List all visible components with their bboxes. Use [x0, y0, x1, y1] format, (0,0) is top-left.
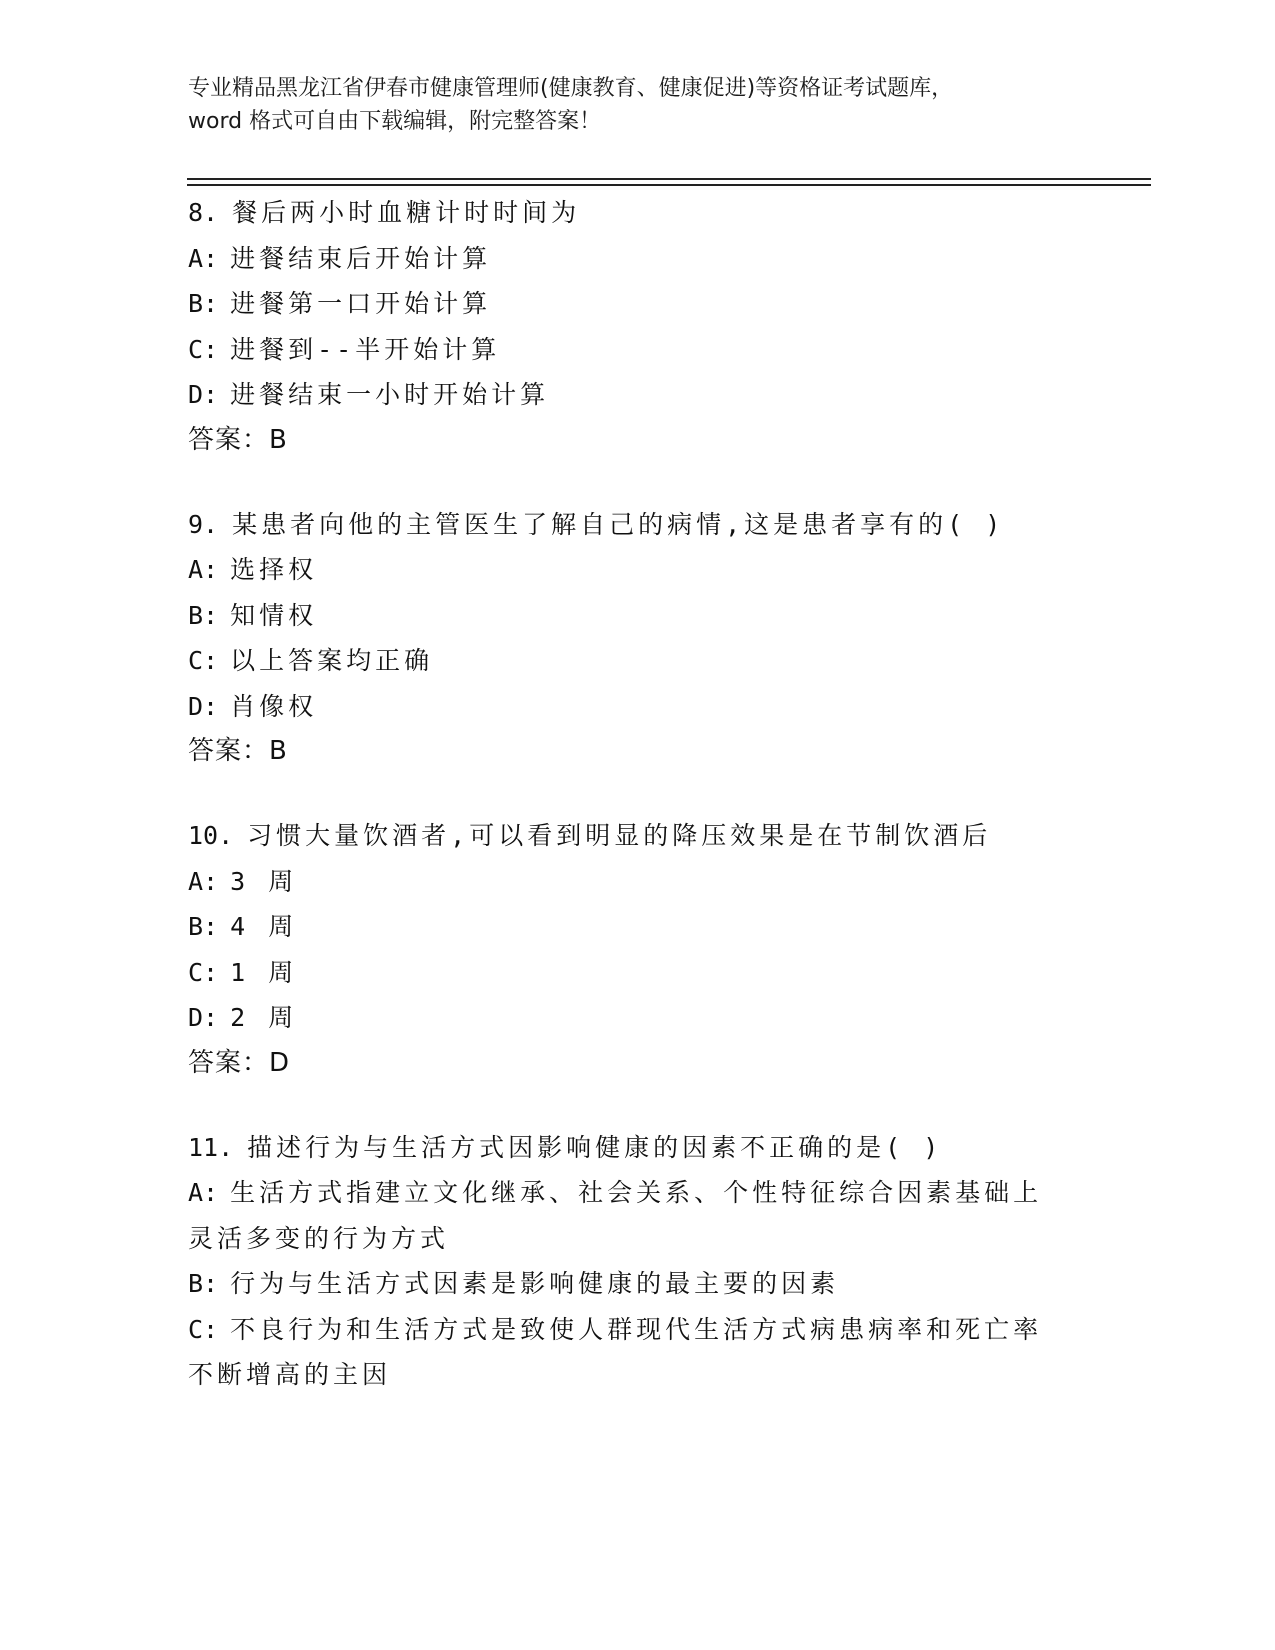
option-d: [188, 684, 1088, 730]
header-line-1: 专业精品黑龙江省伊春市健康管理师(健康教育、健康促进)等资格证考试题库，: [188, 76, 954, 101]
option-b: [188, 1261, 1068, 1307]
question-number: 11.: [188, 1132, 234, 1162]
option-text: 选择权: [230, 555, 318, 584]
option-text: 1 周: [230, 957, 298, 987]
answer-line: [188, 1041, 1088, 1085]
option-key: B:: [188, 1269, 219, 1298]
option-c: [188, 327, 1088, 373]
header-line-2: word 格式可自由下载编辑，附完整答案！: [188, 109, 602, 134]
question-stem: [188, 813, 1088, 859]
option-text: 肖像权: [230, 691, 318, 721]
option-key: A:: [188, 555, 219, 584]
option-text: 进餐第一口开始计算: [230, 289, 492, 318]
option-a: [188, 547, 1088, 593]
question-number: 8.: [188, 198, 219, 227]
option-text: 生活方式指建立文化继承、社会关系、个性特征综合因素基础上灵活多变的行为方式: [188, 1178, 1043, 1253]
option-b: [188, 593, 1088, 639]
option-key: A:: [188, 1178, 219, 1207]
question-text: 某患者向他的主管医生了解自己的病情,这是患者享有的( ): [232, 509, 1005, 539]
answer-label: 答案：: [188, 1047, 270, 1078]
question-stem: [188, 502, 1088, 548]
header-divider-bottom: [187, 184, 1151, 186]
option-c: [188, 1307, 1068, 1398]
option-key: C:: [188, 646, 219, 675]
option-key: D:: [188, 380, 219, 409]
option-a: [188, 236, 1088, 282]
option-a: [188, 859, 1088, 905]
answer-label: 答案：: [188, 424, 270, 455]
option-d: [188, 995, 1088, 1041]
option-text: 进餐结束后开始计算: [230, 243, 492, 273]
option-d: [188, 372, 1088, 418]
option-key: B:: [188, 289, 219, 318]
option-key: B:: [188, 600, 219, 630]
option-b: [188, 904, 1088, 950]
question-8: [188, 190, 1088, 462]
option-c: [188, 638, 1088, 684]
option-key: D:: [188, 691, 219, 721]
option-key: C:: [188, 1314, 219, 1344]
question-10: [188, 813, 1088, 1085]
option-key: A:: [188, 243, 219, 273]
option-text: 不良行为和生活方式是致使人群现代生活方式病患病率和死亡率不断增高的主因: [188, 1314, 1043, 1389]
answer-line: [188, 729, 1088, 773]
question-stem: [188, 190, 1088, 236]
option-a: [188, 1170, 1068, 1261]
option-key: C:: [188, 957, 219, 987]
answer-line: [188, 418, 1088, 462]
question-list: [188, 190, 1088, 1438]
question-text: 习惯大量饮酒者,可以看到明显的降压效果是在节制饮酒后: [247, 821, 992, 850]
question-9: [188, 502, 1088, 774]
option-key: D:: [188, 1003, 219, 1032]
option-text: 以上答案均正确: [230, 646, 434, 675]
question-11: [188, 1125, 1088, 1398]
option-text: 进餐结束一小时开始计算: [230, 380, 550, 409]
answer-value: B: [269, 736, 288, 766]
document-header: [188, 72, 1088, 138]
option-text: 进餐到--半开始计算: [230, 334, 501, 364]
option-text: 2 周: [230, 1003, 298, 1032]
question-text: 描述行为与生活方式因影响健康的因素不正确的是( ): [247, 1132, 943, 1162]
question-stem: [188, 1125, 1088, 1171]
question-text: 餐后两小时血糖计时时间为: [232, 198, 581, 227]
header-divider-top: [187, 178, 1151, 180]
option-text: 4 周: [230, 912, 298, 941]
option-b: [188, 281, 1088, 327]
option-key: A:: [188, 866, 219, 896]
answer-value: D: [269, 1047, 291, 1078]
option-key: C:: [188, 334, 219, 364]
option-text: 知情权: [230, 600, 318, 630]
option-c: [188, 950, 1088, 996]
option-text: 行为与生活方式因素是影响健康的最主要的因素: [230, 1269, 840, 1298]
answer-value: B: [269, 424, 288, 455]
option-key: B:: [188, 912, 219, 941]
question-number: 10.: [188, 821, 234, 850]
option-text: 3 周: [230, 866, 298, 896]
question-number: 9.: [188, 509, 219, 539]
answer-label: 答案：: [188, 736, 270, 766]
